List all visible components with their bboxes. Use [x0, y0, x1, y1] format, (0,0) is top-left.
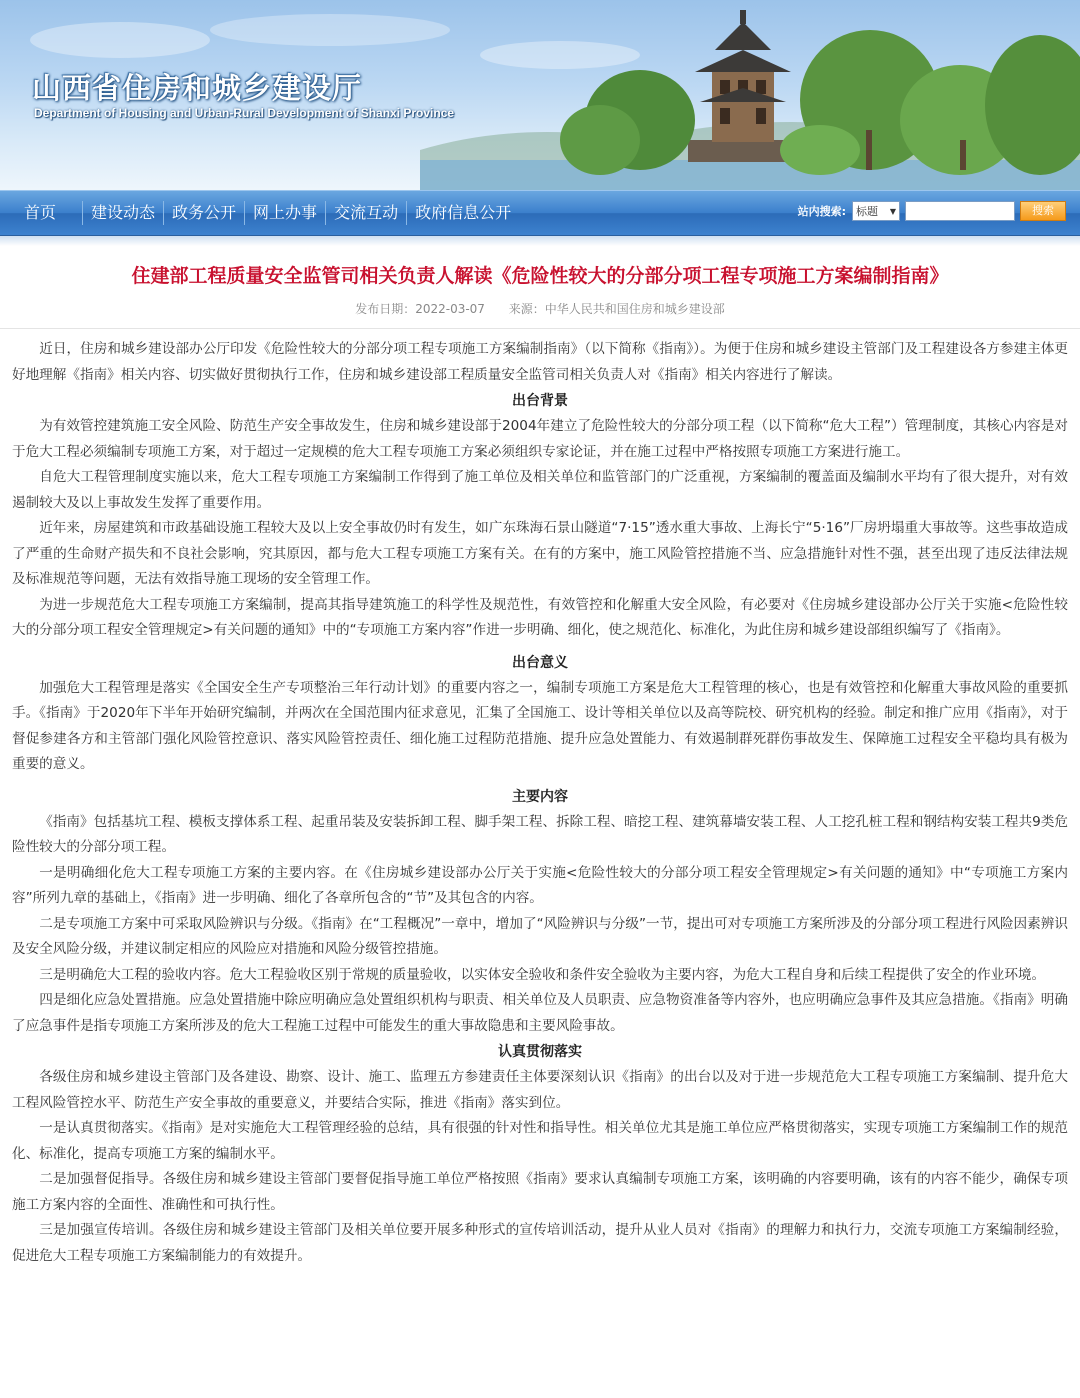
section-heading: 出台背景 [512, 393, 568, 409]
paragraph: 三是加强宣传培训。各级住房和城乡建设主管部门及相关单位要开展多种形式的宣传培训活动，提升从业人员对《指南》的理解力和执行力，交流专项施工方案编制经验，促进危大工程专项施工方案编制能力的有效提升。 [12, 1222, 1068, 1264]
section-heading: 认真贯彻落实 [498, 1044, 582, 1060]
caret-down-icon: ▼ [889, 206, 896, 216]
nav-shadow [0, 236, 1080, 246]
nav-item-online-services[interactable]: 网上办事 [245, 201, 326, 225]
paragraph: 二是加强督促指导。各级住房和城乡建设主管部门要督促指导施工单位严格按照《指南》要求认真编制专项施工方案，该明确的内容要明确，该有的内容不能少，确保专项施工方案内容的全面性、准确性和可执行性。 [12, 1171, 1068, 1213]
nav-item-interaction[interactable]: 交流互动 [326, 201, 407, 225]
paragraph: 三是明确危大工程的验收内容。危大工程验收区别于常规的质量验收，以实体安全验收和条件安全验收为主要内容，为危大工程自身和后续工程提供了安全的作业环境。 [39, 966, 1046, 983]
paragraph: 二是专项施工方案中可采取风险辨识与分级。《指南》在“工程概况”一章中，增加了“风险辨识与分级”一节，提出可对专项施工方案所涉及的分部分项工程进行风险因素辨识及安全风险分级，并建议制定相应的风险应对措施和风险分级管控措施。 [12, 915, 1068, 957]
section-heading: 主要内容 [512, 788, 568, 805]
article-meta [0, 300, 1080, 318]
paragraph: 四是细化应急处置措施。应急处置措施中除应明确应急处置组织机构与职责、相关单位及人员职责、应急物资准备等内容外，也应明确应急事件及其应急措施。《指南》明确了应急事件是指专项施工方案所涉及的危大工程施工过程中可能发生的重大事故隐患和主要风险事故。 [12, 992, 1068, 1034]
site-subtitle: Department of Housing and Urban-Rural Development of Shanxi Province [34, 106, 455, 120]
search-scope-value: 标题 [856, 205, 878, 218]
main-navigation [0, 190, 1080, 236]
article-source: 来源：中华人民共和国住房和城乡建设部 [508, 302, 725, 316]
intro-paragraph: 近日，住房和城乡建设部办公厅印发《危险性较大的分部分项工程专项施工方案编制指南》（以下简称《指南》）。为便于住房和城乡建设主管部门及工程建设各方参建主体更好地理解《指南》相关内容、切实做好贯彻执行工作，住房和城乡建设部工程质量安全监管司相关负责人对《指南》相关内容进行了解读。 [12, 341, 1068, 383]
article-title: 住建部工程质量安全监管司相关负责人解读《危险性较大的分部分项工程专项施工方案编制指南》 [131, 265, 949, 287]
paragraph: 一是认真贯彻落实。《指南》是对实施危大工程管理经验的总结，具有很强的针对性和指导性。相关单位尤其是施工单位应严格贯彻落实，实现专项施工方案编制工作的规范化、标准化，提高专项施工方案的编制水平。 [12, 1120, 1068, 1162]
nav-item-home[interactable]: 首页 [10, 201, 83, 225]
publish-date: 发布日期：2022-03-07 [355, 302, 485, 316]
search-label: 站内搜索: [797, 205, 846, 218]
search-input[interactable] [905, 201, 1015, 221]
paragraph: 自危大工程管理制度实施以来，危大工程专项施工方案编制工作得到了施工单位及相关单位和监管部门的广泛重视，方案编制的覆盖面及编制水平均有了很大提升，对有效遏制较大及以上事故发生发挥了重要作用。 [12, 469, 1068, 511]
search-scope-select[interactable] [852, 201, 900, 221]
header-banner [0, 0, 1080, 190]
nav-item-info-disclosure[interactable]: 政府信息公开 [415, 203, 512, 222]
site-search [798, 201, 1066, 221]
paragraph: 《指南》包括基坑工程、模板支撑体系工程、起重吊装及安装拆卸工程、脚手架工程、拆除工程、暗挖工程、建筑幕墙安装工程、人工挖孔桩工程和钢结构安装工程共9类危险性较大的分部分项工程。 [12, 813, 1068, 855]
site-title: 山西省住房和城乡建设厅 [32, 71, 363, 105]
paragraph: 近年来，房屋建筑和市政基础设施工程较大及以上安全事故仍时有发生，如广东珠海石景山隧道“7·15”透水重大事故、上海长宁“5·16”厂房坍塌重大事故等。这些事故造成了严重的生命财产损失和不良社会影响，究其原因，都与危大工程专项施工方案有关。在有的方案中，施工风险管控措施不当、应急措施针对性不强，甚至出现了违反法律法规及标准规范等问题，无法有效指导施工现场的安全管理工作。 [12, 520, 1068, 587]
paragraph: 为进一步规范危大工程专项施工方案编制，提高其指导建筑施工的科学性及规范性，有效管控和化解重大安全风险，有必要对《住房城乡建设部办公厅关于实施<危险性较大的分部分项工程安全管理规定>有关问题的通知》中的“专项施工方案内容”作进一步明确、细化，使之规范化、标准化，为此住房和城乡建设部组织编写了《指南》。 [12, 596, 1068, 638]
paragraph: 各级住房和城乡建设主管部门及各建设、勘察、设计、施工、监理五方参建责任主体要深刻认识《指南》的出台以及对于进一步规范危大工程专项施工方案编制、提升危大工程风险管控水平、防范生产安全事故的重要意义，并要结合实际，推进《指南》落实到位。 [12, 1069, 1068, 1111]
paragraph: 为有效管控建筑施工安全风险、防范生产安全事故发生，住房和城乡建设部于2004年建立了危险性较大的分部分项工程（以下简称“危大工程”）管理制度，其核心内容是对于危大工程必须编制专项施工方案，对于超过一定规模的危大工程专项施工方案必须组织专家论证，并在施工过程中严格按照专项施工方案进行施工。 [12, 418, 1068, 460]
nav-item-news[interactable]: 建设动态 [83, 201, 164, 225]
section-heading: 出台意义 [512, 654, 568, 671]
nav-item-gov-affairs[interactable]: 政务公开 [164, 201, 245, 225]
search-button[interactable]: 搜索 [1020, 201, 1066, 221]
paragraph: 一是明确细化危大工程专项施工方案的主要内容。在《住房城乡建设部办公厅关于实施<危险性较大的分部分项工程安全管理规定>有关问题的通知》中“专项施工方案内容”所列九章的基础上，《指南》进一步明确、细化了各章所包含的“节”及其包含的内容。 [12, 864, 1068, 906]
article-body [0, 329, 1080, 1269]
paragraph: 加强危大工程管理是落实《全国安全生产专项整治三年行动计划》的重要内容之一，编制专项施工方案是危大工程管理的核心，也是有效管控和化解重大事故风险的重要抓手。《指南》于2020年下半年开始研究编制，并两次在全国范围内征求意见，汇集了全国施工、设计等相关单位以及高等院校、研究机构的经验。制定和推广应用《指南》，对于督促参建各方和主管部门强化风险管控意识、落实风险管控责任、细化施工过程防范措施、提升应急处置能力、有效遏制群死群伤事故发生、保障施工过程安全平稳均具有极为重要的意义。 [12, 679, 1068, 772]
